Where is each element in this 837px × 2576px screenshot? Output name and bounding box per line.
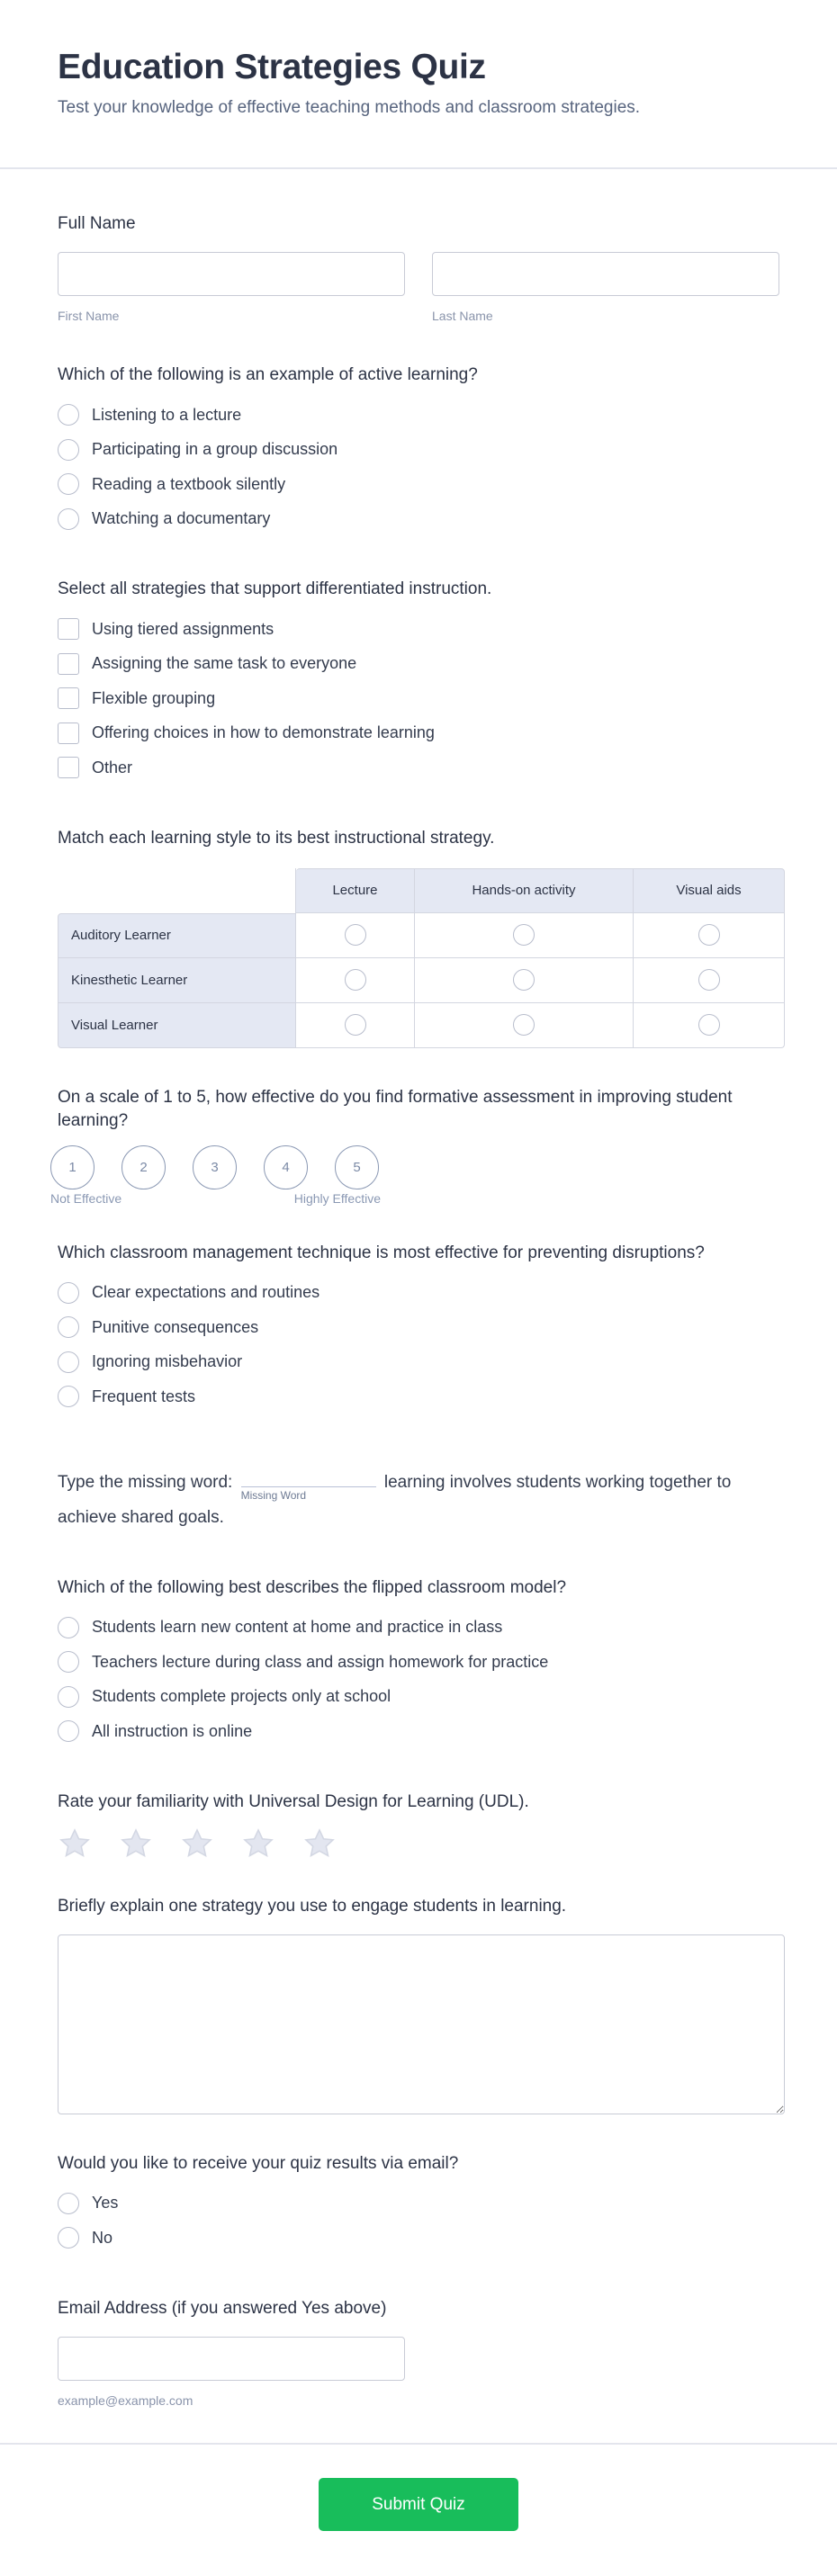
option-label: Yes — [92, 2194, 119, 2212]
active-learning-question — [58, 364, 779, 536]
matrix-radio-button[interactable] — [513, 1014, 535, 1036]
classroom-management-question — [58, 1242, 779, 1414]
strategy-textarea[interactable] — [58, 1934, 785, 2114]
radio-option[interactable] — [58, 1611, 779, 1646]
engagement-strategy-question — [58, 1895, 779, 2114]
radio-option[interactable] — [58, 1714, 779, 1749]
option-label: Offering choices in how to demonstrate learning — [92, 723, 435, 742]
fill-suffix: learning involves students working together to achieve shared goals. — [58, 1472, 732, 1527]
checkbox[interactable] — [58, 757, 79, 778]
option-label: All instruction is online — [92, 1721, 253, 1740]
option-label: Participating in a group discussion — [92, 440, 338, 459]
radio-option-yes[interactable] — [58, 2186, 779, 2221]
star-icon[interactable] — [302, 1827, 337, 1861]
radio-button[interactable] — [58, 2227, 79, 2248]
scale-rating — [50, 1145, 779, 1189]
scale-option-4[interactable]: 4 — [264, 1145, 308, 1189]
option-label: Frequent tests — [92, 1387, 196, 1405]
scale-max-label: Highly Effective — [293, 1190, 381, 1206]
option-label: Other — [92, 758, 133, 776]
radio-button[interactable] — [58, 404, 79, 426]
matrix-corner — [58, 868, 296, 913]
star-icon[interactable] — [58, 1827, 92, 1861]
option-label: Ignoring misbehavior — [92, 1352, 243, 1371]
matrix-column-header: Lecture — [296, 868, 415, 913]
matrix-row-header: Auditory Learner — [58, 913, 296, 958]
matrix-radio-button[interactable] — [513, 924, 535, 946]
radio-option[interactable] — [58, 467, 779, 502]
input-matrix — [58, 868, 785, 1048]
email-sublabel: example@example.com — [58, 2392, 194, 2408]
radio-button[interactable] — [58, 1282, 79, 1304]
checkbox[interactable] — [58, 723, 79, 744]
question-label: Rate your familiarity with Universal Design for Learning (UDL). — [58, 1791, 529, 1811]
checkbox-group — [58, 612, 779, 785]
missing-word-sublabel: Missing Word — [240, 1488, 307, 1502]
star-icon[interactable] — [119, 1827, 153, 1861]
matrix-radio-button[interactable] — [345, 1014, 366, 1036]
question-label: Select all strategies that support differentiated instruction. — [58, 579, 492, 598]
full-name-label: Full Name — [58, 214, 136, 233]
checkbox[interactable] — [58, 653, 79, 675]
form-footer — [0, 2443, 837, 2576]
full-name-field — [58, 169, 779, 324]
checkbox-option[interactable] — [58, 716, 779, 751]
checkbox[interactable] — [58, 687, 79, 709]
option-label: Teachers lecture during class and assign homework for practice — [92, 1652, 549, 1671]
radio-option[interactable] — [58, 1645, 779, 1680]
option-label: No — [92, 2228, 113, 2247]
matrix-column-header: Hands-on activity — [415, 868, 634, 913]
radio-button[interactable] — [58, 1617, 79, 1638]
star-icon[interactable] — [180, 1827, 214, 1861]
checkbox-option[interactable] — [58, 647, 779, 682]
missing-word-input[interactable] — [240, 1468, 376, 1502]
matrix-radio-button[interactable] — [345, 969, 366, 991]
radio-button[interactable] — [58, 2193, 79, 2214]
option-label: Watching a documentary — [92, 509, 271, 528]
option-label: Using tiered assignments — [92, 619, 274, 638]
formative-assessment-scale-question — [50, 1086, 779, 1206]
radio-group — [58, 2186, 779, 2256]
radio-option[interactable] — [58, 1379, 779, 1414]
checkbox-option[interactable] — [58, 681, 779, 716]
question-label: Would you like to receive your quiz results via email? — [58, 2153, 459, 2173]
checkbox-option[interactable] — [58, 612, 779, 647]
option-label: Flexible grouping — [92, 688, 216, 707]
question-label: On a scale of 1 to 5, how effective do you find formative assessment in improving student learning? — [58, 1087, 733, 1130]
email-results-question — [58, 2152, 779, 2256]
quiz-form — [0, 169, 837, 2409]
matrix-radio-button[interactable] — [698, 1014, 720, 1036]
scale-option-3[interactable]: 3 — [193, 1145, 237, 1189]
scale-min-label: Not Effective — [50, 1190, 122, 1206]
learning-style-matrix-question — [58, 827, 779, 1048]
radio-option-no[interactable] — [58, 2221, 779, 2256]
checkbox-option[interactable] — [58, 750, 779, 785]
radio-button[interactable] — [58, 439, 79, 461]
radio-button[interactable] — [58, 1316, 79, 1338]
form-header — [0, 0, 837, 169]
option-label: Assigning the same task to everyone — [92, 654, 357, 673]
matrix-row — [58, 958, 785, 1003]
first-name-sublabel: First Name — [58, 309, 120, 323]
matrix-row — [58, 913, 785, 958]
fill-in-the-blank-question — [58, 1465, 779, 1535]
radio-group — [58, 1276, 779, 1414]
radio-button[interactable] — [58, 473, 79, 495]
fill-prefix: Type the missing word: — [58, 1472, 233, 1492]
question-label: Briefly explain one strategy you use to engage students in learning. — [58, 1896, 567, 1916]
radio-option[interactable] — [58, 1345, 779, 1380]
radio-option[interactable] — [58, 502, 779, 537]
differentiated-instruction-question — [58, 578, 779, 785]
scale-option-1[interactable]: 1 — [50, 1145, 94, 1189]
radio-button[interactable] — [58, 1651, 79, 1673]
email-label: Email Address (if you answered Yes above) — [58, 2298, 387, 2318]
matrix-row-header: Kinesthetic Learner — [58, 958, 296, 1003]
scale-option-5[interactable]: 5 — [335, 1145, 379, 1189]
flipped-classroom-question — [58, 1576, 779, 1749]
page-title: Education Strategies Quiz — [58, 48, 486, 86]
last-name-input[interactable] — [432, 252, 779, 296]
option-label: Punitive consequences — [92, 1317, 259, 1336]
radio-option[interactable] — [58, 1310, 779, 1345]
matrix-radio-button[interactable] — [698, 969, 720, 991]
option-label: Listening to a lecture — [92, 405, 242, 424]
email-field — [58, 2297, 779, 2409]
matrix-row-header: Visual Learner — [58, 1003, 296, 1048]
first-name-input[interactable] — [58, 252, 405, 296]
radio-button[interactable] — [58, 1351, 79, 1373]
star-icon[interactable] — [241, 1827, 275, 1861]
radio-option[interactable] — [58, 398, 779, 433]
question-label: Match each learning style to its best instructional strategy. — [58, 828, 495, 848]
udl-rating-question — [58, 1791, 779, 1861]
question-label: Which classroom management technique is most effective for preventing disruptions? — [58, 1243, 705, 1262]
checkbox[interactable] — [58, 618, 79, 640]
radio-group — [58, 1611, 779, 1749]
last-name-sublabel: Last Name — [432, 309, 493, 323]
option-label: Students complete projects only at school — [92, 1687, 392, 1706]
scale-option-2[interactable]: 2 — [122, 1145, 166, 1189]
option-label: Students learn new content at home and practice in class — [92, 1618, 503, 1637]
radio-button[interactable] — [58, 1720, 79, 1742]
radio-group — [58, 398, 779, 536]
matrix-radio-button[interactable] — [698, 924, 720, 946]
question-label: Which of the following best describes the flipped classroom model? — [58, 1577, 567, 1597]
matrix-radio-button[interactable] — [513, 969, 535, 991]
email-input[interactable] — [58, 2337, 405, 2381]
matrix-radio-button[interactable] — [345, 924, 366, 946]
option-label: Reading a textbook silently — [92, 474, 286, 493]
matrix-column-header: Visual aids — [634, 868, 785, 913]
question-label: Which of the following is an example of active learning? — [58, 365, 478, 384]
page-subtitle: Test your knowledge of effective teaching methods and classroom strategies. — [58, 98, 641, 117]
option-label: Clear expectations and routines — [92, 1283, 320, 1302]
radio-button[interactable] — [58, 1686, 79, 1708]
radio-button[interactable] — [58, 1386, 79, 1407]
radio-button[interactable] — [58, 508, 79, 530]
radio-option[interactable] — [58, 1276, 779, 1311]
star-rating — [58, 1827, 779, 1861]
radio-option[interactable] — [58, 433, 779, 468]
radio-option[interactable] — [58, 1680, 779, 1715]
matrix-row — [58, 1003, 785, 1048]
submit-quiz-button[interactable]: Submit Quiz — [319, 2478, 518, 2531]
